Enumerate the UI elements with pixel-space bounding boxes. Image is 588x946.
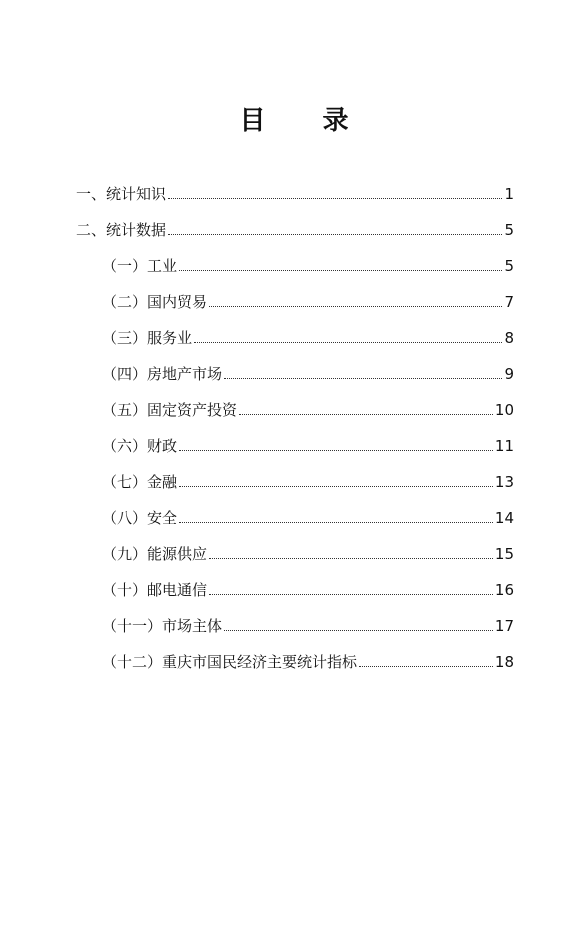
toc-entry[interactable] <box>102 291 514 313</box>
toc-entry[interactable] <box>102 327 514 349</box>
toc-entry[interactable] <box>102 615 514 637</box>
dot-leader <box>359 666 493 667</box>
toc-entry[interactable] <box>102 255 514 277</box>
dot-leader <box>194 342 502 343</box>
dot-leader <box>179 522 493 523</box>
toc-entry-page: 1 <box>504 185 514 203</box>
toc-entry-label: 一、统计知识 <box>76 185 167 203</box>
toc-entry-page: 13 <box>494 473 514 491</box>
toc-entry-page: 18 <box>494 653 514 671</box>
toc-entry-label: （七）金融 <box>102 473 178 491</box>
toc-entry-label: （一）工业 <box>102 257 178 275</box>
toc-entry-page: 5 <box>504 257 514 275</box>
toc-entry[interactable] <box>102 471 514 493</box>
dot-leader <box>209 306 502 307</box>
toc-entry[interactable] <box>102 435 514 457</box>
toc-entry-page: 14 <box>494 509 514 527</box>
dot-leader <box>168 234 502 235</box>
dot-leader <box>209 558 493 559</box>
toc-entry-page: 16 <box>494 581 514 599</box>
toc-entry[interactable] <box>76 183 514 205</box>
dot-leader <box>224 378 502 379</box>
dot-leader <box>179 450 493 451</box>
toc-entry[interactable] <box>76 219 514 241</box>
toc-entry-page: 17 <box>494 617 514 635</box>
toc-entry[interactable] <box>102 507 514 529</box>
toc-entry-label: 二、统计数据 <box>76 221 167 239</box>
toc-entry-page: 11 <box>494 437 514 455</box>
toc-entry-label: （四）房地产市场 <box>102 365 223 383</box>
dot-leader <box>168 198 502 199</box>
toc-entry-label: （十一）市场主体 <box>102 617 223 635</box>
toc-entry[interactable] <box>102 579 514 601</box>
dot-leader <box>224 630 493 631</box>
toc-entry-label: （五）固定资产投资 <box>102 401 238 419</box>
toc-entry-page: 5 <box>504 221 514 239</box>
dot-leader <box>179 486 493 487</box>
toc-entry-label: （八）安全 <box>102 509 178 527</box>
toc-entry[interactable] <box>102 363 514 385</box>
toc-entry-label: （二）国内贸易 <box>102 293 208 311</box>
dot-leader <box>239 414 493 415</box>
toc-entry[interactable] <box>102 543 514 565</box>
toc-entry[interactable] <box>102 399 514 421</box>
dot-leader <box>209 594 493 595</box>
toc-entry-label: （三）服务业 <box>102 329 193 347</box>
toc-entry-page: 10 <box>494 401 514 419</box>
toc-entry-page: 7 <box>504 293 514 311</box>
toc-entry-page: 8 <box>504 329 514 347</box>
toc-entry-label: （九）能源供应 <box>102 545 208 563</box>
toc-entry-label: （十）邮电通信 <box>102 581 208 599</box>
page-title: 目 录 <box>239 106 373 136</box>
toc-entry-label: （六）财政 <box>102 437 178 455</box>
dot-leader <box>179 270 502 271</box>
toc-entry-label: （十二）重庆市国民经济主要统计指标 <box>102 653 358 671</box>
toc-entry-page: 15 <box>494 545 514 563</box>
toc-entry-page: 9 <box>504 365 514 383</box>
toc-entry[interactable] <box>102 651 514 673</box>
